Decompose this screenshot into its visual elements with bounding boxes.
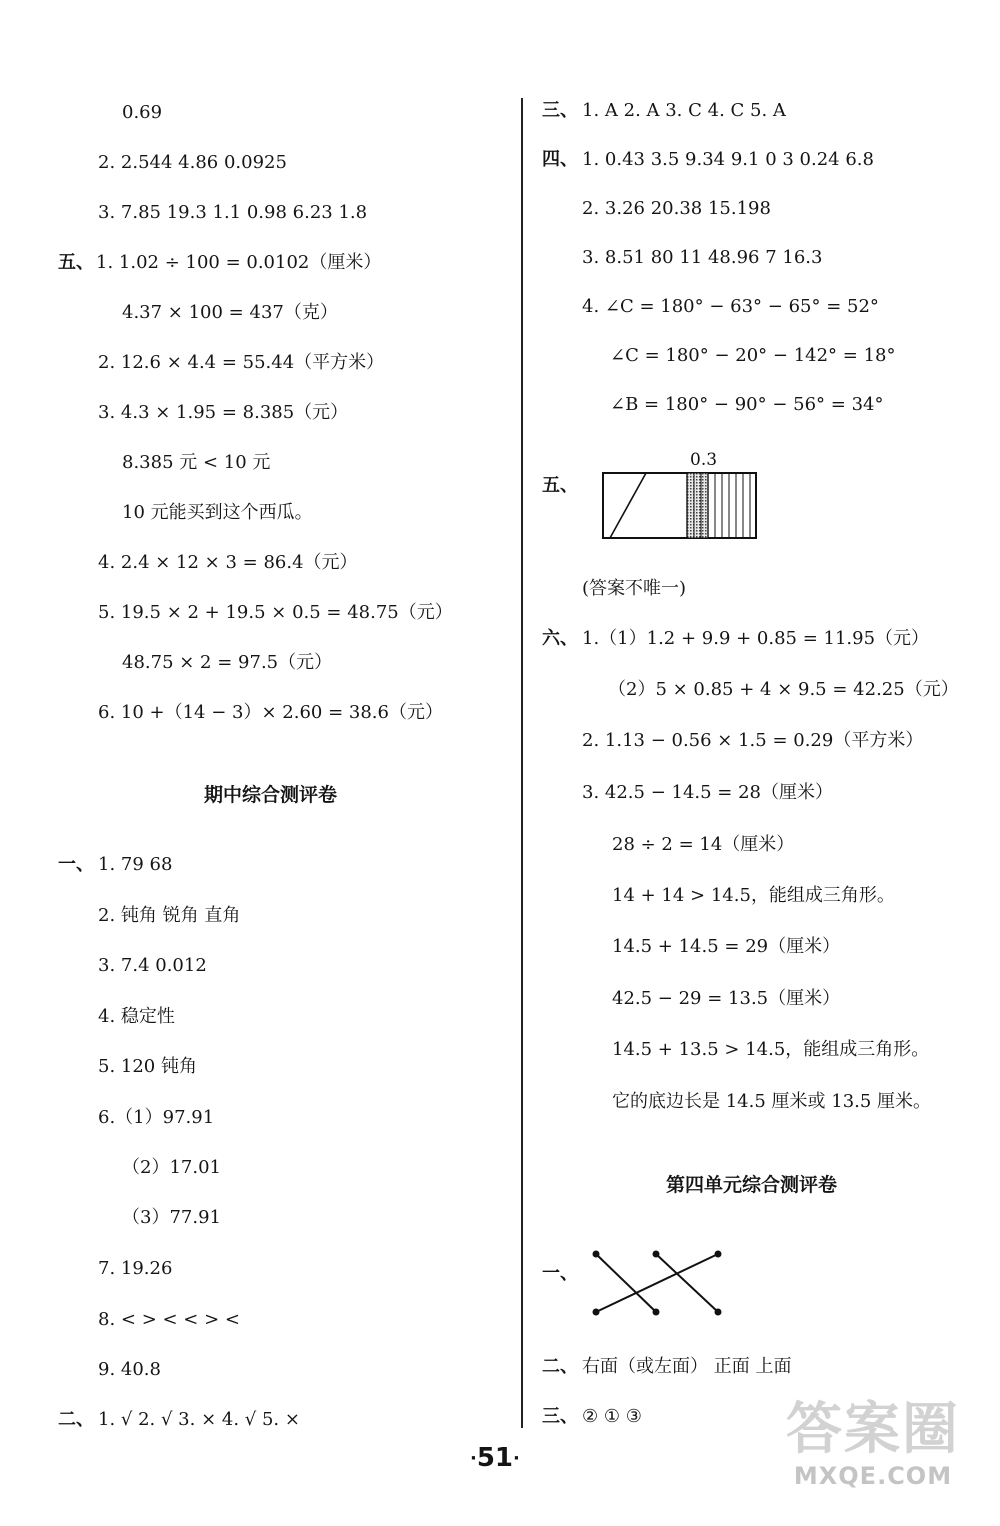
- midterm-item-6: 6.（1）97.91: [98, 1107, 215, 1128]
- right-six-line-1: 1.（1）1.2 + 9.9 + 0.85 = 11.95（元）: [582, 628, 930, 649]
- midterm-item-4: 4. 稳定性: [98, 1006, 175, 1027]
- watermark-url: MXQE.COM: [793, 1462, 953, 1490]
- decimal-fraction-figure: [600, 449, 760, 541]
- midterm-item-8: 8. < > < < > <: [98, 1309, 240, 1330]
- right-four-line-6: ∠B = 180° − 90° − 56° = 34°: [610, 394, 884, 415]
- left-line-7: 3. 4.3 × 1.95 = 8.385（元）: [98, 402, 349, 423]
- left-line-2: 2. 2.544 4.86 0.0925: [98, 152, 287, 173]
- right-marker-three: 三、: [542, 100, 578, 121]
- left-line-13: 6. 10 +（14 − 3）× 2.60 = 38.6（元）: [98, 702, 443, 723]
- midterm-item-6-2: （2）17.01: [122, 1157, 221, 1178]
- midterm-item-3: 3. 7.4 0.012: [98, 955, 207, 976]
- right-marker-one: 一、: [542, 1263, 578, 1284]
- right-marker-four: 四、: [542, 149, 578, 170]
- right-marker-two: 二、: [542, 1356, 578, 1377]
- watermark-logo: 答案圈: [786, 1397, 960, 1462]
- right-six-line-8: 42.5 − 29 = 13.5（厘米）: [612, 988, 841, 1009]
- right-marker-five: 五、: [542, 475, 578, 496]
- watermark: [786, 1398, 960, 1490]
- left-line-5: 4.37 × 100 = 437（克）: [122, 302, 338, 323]
- midterm-part-two: 1. √ 2. √ 3. × 4. √ 5. ×: [98, 1409, 300, 1430]
- match-dot: [593, 1251, 600, 1258]
- midterm-item-2: 2. 钝角 锐角 直角: [98, 905, 241, 926]
- left-line-8: 8.385 元 < 10 元: [122, 452, 271, 473]
- left-line-3: 3. 7.85 19.3 1.1 0.98 6.23 1.8: [98, 202, 368, 223]
- right-six-line-5: 28 ÷ 2 = 14（厘米）: [612, 834, 795, 855]
- match-dot: [653, 1251, 660, 1258]
- figure-shaded-area: [687, 473, 708, 538]
- match-dot: [715, 1251, 722, 1258]
- right-three-line: 1. A 2. A 3. C 4. C 5. A: [582, 100, 786, 121]
- midterm-item-6-3: （3）77.91: [122, 1207, 221, 1228]
- left-line-9: 10 元能买到这个西瓜。: [122, 502, 313, 523]
- midterm-item-1: 1. 79 68: [98, 854, 173, 875]
- right-six-line-3: 2. 1.13 − 0.56 × 1.5 = 0.29（平方米）: [582, 730, 924, 751]
- section-title-unit-four: 第四单元综合测评卷: [666, 1174, 838, 1196]
- matching-lines-figure: [588, 1246, 728, 1320]
- right-four-line-4: 4. ∠C = 180° − 63° − 65° = 52°: [582, 296, 879, 317]
- match-dot: [653, 1309, 660, 1316]
- match-dot: [593, 1309, 600, 1316]
- right-marker-three-b: 三、: [542, 1406, 578, 1427]
- right-marker-six: 六、: [542, 628, 578, 649]
- left-line-4: 1. 1.02 ÷ 100 = 0.0102（厘米）: [96, 252, 382, 273]
- left-line-10: 4. 2.4 × 12 × 3 = 86.4（元）: [98, 552, 358, 573]
- right-four-line-3: 3. 8.51 80 11 48.96 7 16.3: [582, 247, 823, 268]
- left-marker-one: 一、: [58, 854, 94, 875]
- answer-not-unique-note: (答案不唯一): [582, 578, 687, 599]
- page-number: ·51·: [470, 1443, 520, 1473]
- right-six-line-6: 14 + 14 > 14.5，能组成三角形。: [612, 885, 895, 906]
- right-six-line-4: 3. 42.5 − 14.5 = 28（厘米）: [582, 782, 834, 803]
- left-line-1: 0.69: [122, 102, 163, 123]
- midterm-item-7: 7. 19.26: [98, 1258, 173, 1279]
- section-title-midterm: 期中综合测评卷: [204, 784, 338, 806]
- figure-label: 0.3: [690, 450, 718, 470]
- midterm-item-5: 5. 120 钝角: [98, 1056, 197, 1077]
- match-dot: [715, 1309, 722, 1316]
- right-four-line-1: 1. 0.43 3.5 9.34 9.1 0 3 0.24 6.8: [582, 149, 874, 170]
- unit-four-part-three: ② ① ③: [582, 1406, 642, 1427]
- left-marker-two: 二、: [58, 1409, 94, 1430]
- right-six-line-9: 14.5 + 13.5 > 14.5，能组成三角形。: [612, 1039, 930, 1060]
- right-six-line-7: 14.5 + 14.5 = 29（厘米）: [612, 936, 841, 957]
- left-line-6: 2. 12.6 × 4.4 = 55.44（平方米）: [98, 352, 385, 373]
- right-six-line-2: （2）5 × 0.85 + 4 × 9.5 = 42.25（元）: [608, 679, 959, 700]
- right-six-line-10: 它的底边长是 14.5 厘米或 13.5 厘米。: [612, 1091, 932, 1112]
- left-line-11: 5. 19.5 × 2 + 19.5 × 0.5 = 48.75（元）: [98, 602, 453, 623]
- midterm-item-9: 9. 40.8: [98, 1359, 161, 1380]
- unit-four-part-two: 右面（或左面） 正面 上面: [582, 1356, 792, 1377]
- right-four-line-5: ∠C = 180° − 20° − 142° = 18°: [610, 345, 896, 366]
- right-four-line-2: 2. 3.26 20.38 15.198: [582, 198, 771, 219]
- left-marker-five: 五、: [58, 252, 94, 273]
- left-line-12: 48.75 × 2 = 97.5（元）: [122, 652, 333, 673]
- column-divider: [521, 98, 523, 1428]
